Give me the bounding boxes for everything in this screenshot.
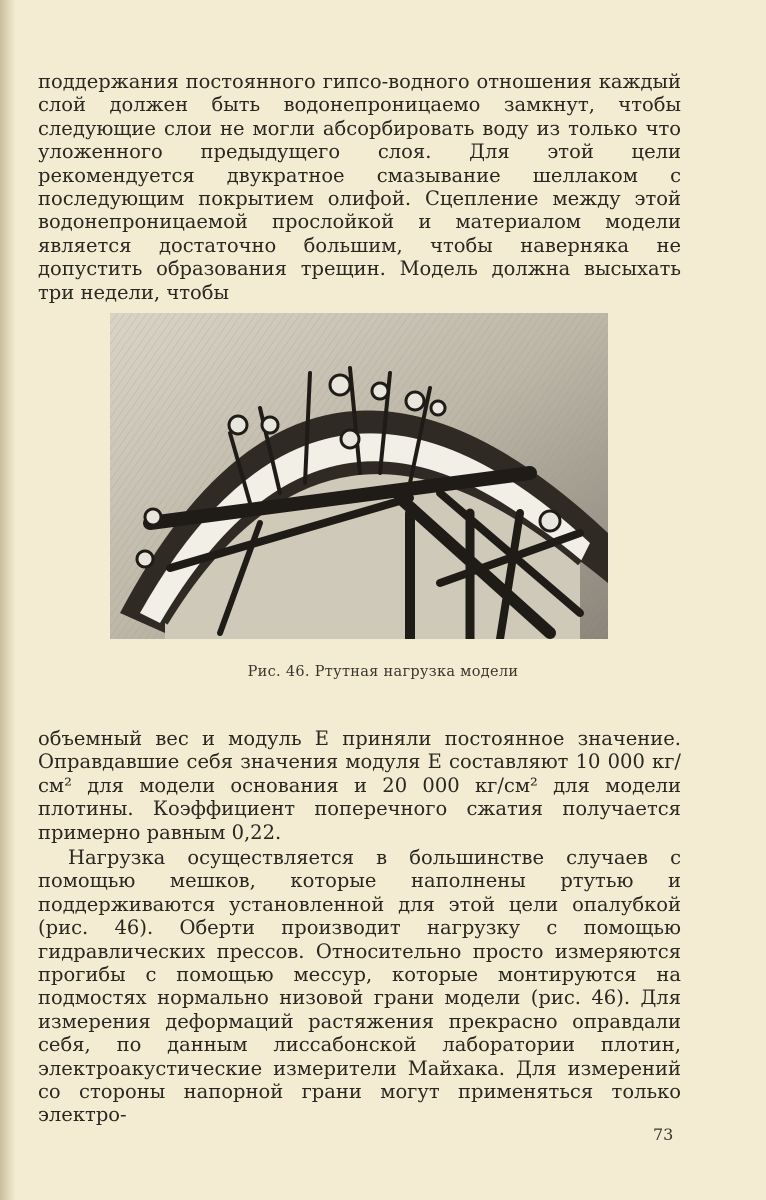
body-paragraph-top: поддержания постоянного гипсо-водного отношения каждый слой должен быть водонепроницаемо замкнут, чтобы следующие слои не могли абсорбировать воду из только что уложенного предыдущего слоя. Для этой цели рекомендуется двукратное смазывание шеллаком с последующим покрытием олифой. Сцепление между этой водонепроницаемой прослойкой и материалом модели является достаточно большим, чтобы наверняка не допустить образования трещин. Модель должна высыхать три недели, чтобы	[38, 70, 681, 304]
body-paragraph-middle: объемный вес и модуль E приняли постоянное значение. Оправдавшие себя значения модуля E составляют 10 000 кг/см² для модели основания и 20 000 кг/см² для модели плотины. Коэффициент поперечного сжатия получается примерно равным 0,22.	[38, 727, 681, 844]
page-number: 73	[653, 1125, 674, 1144]
figure-caption: Рис. 46. Ртутная нагрузка модели	[247, 664, 519, 680]
book-spine-shadow	[0, 0, 16, 1200]
body-paragraph-bottom: Нагрузка осуществляется в большинстве случаев с помощью мешков, которые наполнены ртутью и поддерживаются установленной для этой цели опалубкой (рис. 46). Оберти производит нагрузку с помощью гидравлических прессов. Относительно просто измеряются прогибы с помощью мессур, которые монтируются на подмостях нормально низовой грани модели (рис. 46). Для измерения деформаций растяжения прекрасно оправдали себя, по данным лиссабонской лаборатории плотин, электроакустические измерители Майхака. Для измерений со стороны напорной грани могут применяться только электро-	[38, 846, 681, 1127]
figure-46-photo	[110, 313, 608, 639]
